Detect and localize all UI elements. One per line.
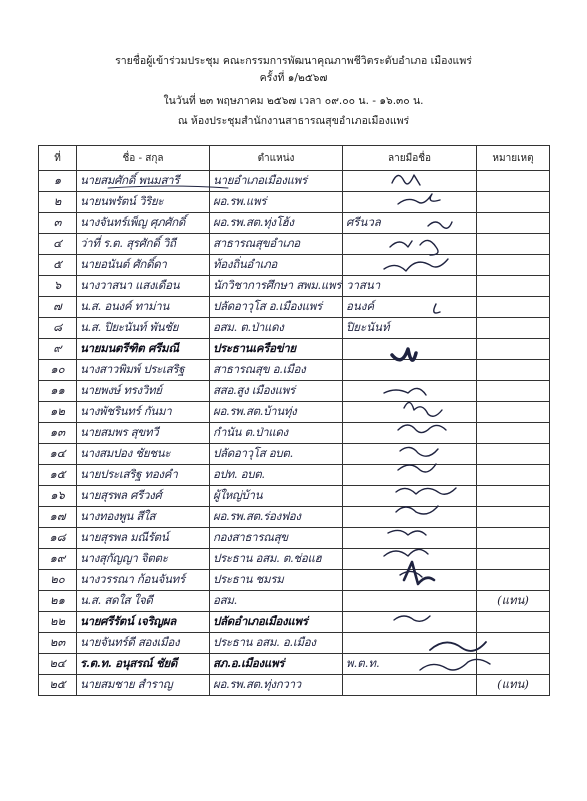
column-header-name: ชื่อ - สกุล [77, 146, 210, 171]
attendee-name: นางจันทร์เพ็ญ ศุภศักดิ์ [77, 213, 210, 234]
attendee-position: ท้องถิ่นอำเภอ [210, 255, 343, 276]
attendee-remark [477, 255, 550, 276]
attendance-row [39, 234, 550, 255]
attendance-row [39, 381, 550, 402]
attendance-row [39, 486, 550, 507]
attendee-remark [477, 360, 550, 381]
row-number: ๑๓ [39, 423, 77, 444]
attendee-remark [477, 339, 550, 360]
attendee-position: อสม. ต.ป่าแดง [210, 318, 343, 339]
attendance-row [39, 423, 550, 444]
attendee-signature [343, 171, 477, 192]
attendee-remark [477, 402, 550, 423]
attendee-remark [477, 381, 550, 402]
attendee-signature: อนงค์ [343, 297, 477, 318]
attendee-remark [477, 444, 550, 465]
attendee-name: น.ส. สดใส ใจดี [77, 591, 210, 612]
attendee-name: นางสาวพิมพ์ ประเสริฐ [77, 360, 210, 381]
attendee-signature [343, 591, 477, 612]
meeting-session: ครั้งที่ ๑/๒๕๖๗ [259, 72, 328, 84]
attendance-rows [39, 171, 550, 696]
attendee-signature [343, 360, 477, 381]
row-number: ๑๕ [39, 465, 77, 486]
attendee-name: น.ส. อนงค์ ทาม่าน [77, 297, 210, 318]
attendee-signature [343, 465, 477, 486]
attendee-name: น.ส. ปิยะนันท์ พันชัย [77, 318, 210, 339]
attendee-remark [477, 654, 550, 675]
attendee-remark [477, 612, 550, 633]
attendance-row [39, 360, 550, 381]
attendee-position: อสม. [210, 591, 343, 612]
attendance-row [39, 612, 550, 633]
row-number: ๗ [39, 297, 77, 318]
attendee-signature: วาสนา [343, 276, 477, 297]
attendee-name: นางวรรณา ก้อนจันทร์ [77, 570, 210, 591]
attendee-remark [477, 276, 550, 297]
attendee-remark [477, 213, 550, 234]
column-header-no: ที่ [39, 146, 77, 171]
row-number: ๑๒ [39, 402, 77, 423]
attendee-signature: ศรีนวล [343, 213, 477, 234]
attendee-signature [343, 423, 477, 444]
row-number: ๒ [39, 192, 77, 213]
attendee-position: ปลัดอาวุโส อบต. [210, 444, 343, 465]
attendance-row [39, 591, 550, 612]
attendance-row [39, 675, 550, 696]
attendance-row [39, 633, 550, 654]
attendance-row [39, 213, 550, 234]
row-number: ๔ [39, 234, 77, 255]
attendee-name: นางทองพูน สีใส [77, 507, 210, 528]
attendee-name: ว่าที่ ร.ต. สุรศักดิ์ วิถี [77, 234, 210, 255]
attendee-name: นายประเสริฐ ทองคำ [77, 465, 210, 486]
attendance-row [39, 654, 550, 675]
attendee-position: นักวิชาการศึกษา สพม.แพร่ [210, 276, 343, 297]
attendee-remark [477, 570, 550, 591]
attendee-signature [343, 255, 477, 276]
attendee-remark [477, 465, 550, 486]
row-number: ๑๗ [39, 507, 77, 528]
attendee-name: นางสมปอง ชัยชนะ [77, 444, 210, 465]
attendee-signature [343, 234, 477, 255]
attendee-remark [477, 423, 550, 444]
row-number: ๒๒ [39, 612, 77, 633]
attendance-row [39, 528, 550, 549]
column-header-position: ตำแหน่ง [210, 146, 343, 171]
row-number: ๙ [39, 339, 77, 360]
meeting-venue: ณ ห้องประชุมสำนักงานสาธารณสุขอำเภอเมืองแพร่ [177, 115, 410, 127]
row-number: ๒๐ [39, 570, 77, 591]
attendance-row [39, 276, 550, 297]
attendance-row [39, 192, 550, 213]
attendee-position: สภ.อ.เมืองแพร่ [210, 654, 343, 675]
attendee-remark [477, 234, 550, 255]
attendee-position: ผอ.รพ.สต.บ้านทุ่ง [210, 402, 343, 423]
attendee-signature [343, 486, 477, 507]
meeting-datetime: ในวันที่ ๒๓ พฤษภาคม ๒๕๖๗ เวลา ๐๙.๐๐ น. - ๑๖.๓๐ น. [163, 95, 424, 107]
attendance-row [39, 549, 550, 570]
attendee-remark: (แทน) [477, 591, 550, 612]
attendee-position: กำนัน ต.ป่าแดง [210, 423, 343, 444]
row-number: ๑๐ [39, 360, 77, 381]
attendee-name: นายมนตรีฑิต ศรีมณี [77, 339, 210, 360]
attendee-remark [477, 318, 550, 339]
attendance-row [39, 507, 550, 528]
attendee-remark [477, 171, 550, 192]
document-title: รายชื่อผู้เข้าร่วมประชุม คณะกรรมการพัฒนาคุณภาพชีวิตระดับอำเภอ เมืองแพร่ [115, 55, 472, 67]
attendee-name: นายสุรพล ศรีวงศ์ [77, 486, 210, 507]
attendee-signature [343, 339, 477, 360]
attendee-signature [343, 570, 477, 591]
attendee-remark [477, 549, 550, 570]
column-header-remark: หมายเหตุ [477, 146, 550, 171]
row-number: ๕ [39, 255, 77, 276]
attendee-name: นางวาสนา แสงเดือน [77, 276, 210, 297]
attendee-position: กองสาธารณสุข [210, 528, 343, 549]
attendee-signature [343, 612, 477, 633]
row-number: ๑๙ [39, 549, 77, 570]
row-number: ๑๔ [39, 444, 77, 465]
attendance-row [39, 444, 550, 465]
attendee-position: สสอ.สูง เมืองแพร่ [210, 381, 343, 402]
attendee-position: ผอ.รพ.สต.ทุ่งโฮ้ง [210, 213, 343, 234]
attendee-name: นางสุกัญญา จิตตะ [77, 549, 210, 570]
table-header-row [39, 146, 550, 171]
attendee-remark [477, 507, 550, 528]
attendee-signature [343, 675, 477, 696]
attendee-position: ประธานเครือข่าย [210, 339, 343, 360]
attendee-position: ปลัดอำเภอเมืองแพร่ [210, 612, 343, 633]
attendance-row [39, 171, 550, 192]
attendee-remark [477, 633, 550, 654]
attendance-row [39, 318, 550, 339]
attendee-signature [343, 549, 477, 570]
attendee-name: นายศรีรัตน์ เจริญผล [77, 612, 210, 633]
attendee-position: สาธารณสุขอำเภอ [210, 234, 343, 255]
attendee-name: ร.ต.ท. อนุสรณ์ ชัยดี [77, 654, 210, 675]
attendee-signature [343, 444, 477, 465]
attendee-name: นางพัชรินทร์ กันมา [77, 402, 210, 423]
attendee-position: ผอ.รพ.แพร่ [210, 192, 343, 213]
attendee-signature [343, 507, 477, 528]
attendee-signature: ปิยะนันท์ [343, 318, 477, 339]
row-number: ๑ [39, 171, 77, 192]
row-number: ๒๓ [39, 633, 77, 654]
attendance-row [39, 465, 550, 486]
row-number: ๑๖ [39, 486, 77, 507]
attendee-name: นายสุรพล มณีรัตน์ [77, 528, 210, 549]
attendance-row [39, 570, 550, 591]
attendee-name: นายจันทร์ดี สองเมือง [77, 633, 210, 654]
attendee-position: ประธาน อสม. อ.เมือง [210, 633, 343, 654]
attendee-position: สาธารณสุข อ.เมือง [210, 360, 343, 381]
row-number: ๘ [39, 318, 77, 339]
row-number: ๑๘ [39, 528, 77, 549]
attendee-name: นายสมศักดิ์ พนมสารี [77, 171, 210, 192]
attendee-signature [343, 192, 477, 213]
column-header-signature: ลายมือชื่อ [343, 146, 477, 171]
attendance-row [39, 297, 550, 318]
attendee-remark [477, 528, 550, 549]
attendee-signature [343, 402, 477, 423]
attendance-table [38, 145, 550, 696]
attendee-position: ประธาน ชมรม [210, 570, 343, 591]
attendee-position: ผอ.รพ.สต.ร่องฟอง [210, 507, 343, 528]
attendee-signature [343, 633, 477, 654]
row-number: ๓ [39, 213, 77, 234]
attendance-row [39, 255, 550, 276]
attendee-position: ปลัดอาวุโส อ.เมืองแพร่ [210, 297, 343, 318]
attendee-name: นายนพรัตน์ วิริยะ [77, 192, 210, 213]
attendee-position: ผอ.รพ.สต.ทุ่งกวาว [210, 675, 343, 696]
attendee-name: นายอนันต์ ศักดิ์ดา [77, 255, 210, 276]
attendee-position: อปท. อบต. [210, 465, 343, 486]
row-number: ๒๑ [39, 591, 77, 612]
attendee-name: นายพงษ์ ทรงวิทย์ [77, 381, 210, 402]
attendee-name: นายสมพร สุขทวี [77, 423, 210, 444]
attendee-signature [343, 528, 477, 549]
attendee-signature: พ.ต.ท. [343, 654, 477, 675]
attendee-position: ประธาน อสม. ต.ช่อแฮ [210, 549, 343, 570]
attendee-remark [477, 486, 550, 507]
row-number: ๑๑ [39, 381, 77, 402]
attendance-row [39, 339, 550, 360]
attendee-remark: (แทน) [477, 675, 550, 696]
attendee-remark [477, 297, 550, 318]
attendee-position: นายอำเภอเมืองแพร่ [210, 171, 343, 192]
attendee-name: นายสมชาย สำราญ [77, 675, 210, 696]
attendee-position: ผู้ใหญ่บ้าน [210, 486, 343, 507]
attendee-signature [343, 381, 477, 402]
attendee-remark [477, 192, 550, 213]
row-number: ๒๕ [39, 675, 77, 696]
row-number: ๒๔ [39, 654, 77, 675]
attendance-row [39, 402, 550, 423]
row-number: ๖ [39, 276, 77, 297]
